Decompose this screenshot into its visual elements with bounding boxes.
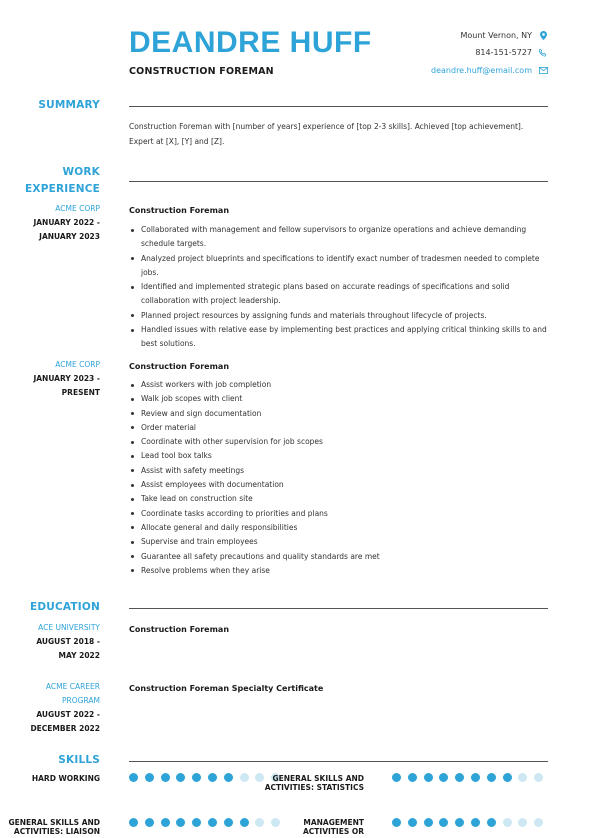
job-2-title: Construction Foreman <box>129 362 230 371</box>
rating-dot-filled <box>503 773 512 782</box>
rating-dot-filled <box>208 773 217 782</box>
experience-heading-line2: EXPERIENCE <box>25 183 100 195</box>
list-item: Collaborated with management and fellow supervisors to organize operations and achieve demanding schedule targets. <box>129 223 549 252</box>
list-item: Guarantee all safety precautions and quality standards are met <box>129 550 549 564</box>
skills-divider <box>129 761 548 762</box>
list-item: Review and sign documentation <box>129 407 549 421</box>
experience-divider <box>129 181 548 182</box>
job-1-date-end: JANUARY 2023 <box>39 232 100 241</box>
edu-1-org: ACE UNIVERSITY <box>38 623 100 632</box>
rating-dot-filled <box>176 818 185 827</box>
job-2-meta <box>33 358 100 400</box>
education-heading: EDUCATION <box>29 601 100 613</box>
rating-dot-filled <box>424 773 433 782</box>
list-item: Analyzed project blueprints and specifications to identify exact number of tradesmen needed to complete jobs. <box>129 252 549 281</box>
skill-2-rating <box>392 773 543 782</box>
summary-text: Construction Foreman with [number of years] experience of [top 2-3 skills]. Achieved [top achievement]. Expert at [X], [Y] and [Z]. <box>129 122 524 146</box>
rating-dot-filled <box>392 773 401 782</box>
list-item: Assist with safety meetings <box>129 464 549 478</box>
phone-text: 814-151-5727 <box>475 48 532 57</box>
rating-dot-filled <box>455 818 464 827</box>
rating-dot-empty <box>240 773 249 782</box>
rating-dot-empty <box>255 773 264 782</box>
rating-dot-filled <box>129 773 138 782</box>
rating-dot-filled <box>192 818 201 827</box>
rating-dot-filled <box>208 818 217 827</box>
rating-dot-filled <box>161 773 170 782</box>
location-pin-icon <box>538 31 548 40</box>
rating-dot-filled <box>192 773 201 782</box>
experience-heading <box>25 164 100 198</box>
job-1-org: ACME CORP <box>55 204 100 213</box>
edu-1-title: Construction Foreman <box>129 625 230 634</box>
job-2-date-start: JANUARY 2023 - <box>33 374 100 383</box>
edu-1-meta <box>36 621 100 663</box>
email-text[interactable]: deandre.huff@email.com <box>431 66 532 75</box>
list-item: Coordinate with other supervision for job scopes <box>129 435 549 449</box>
list-item: Order material <box>129 421 549 435</box>
rating-dot-empty <box>534 818 543 827</box>
skill-3-label <box>8 818 100 836</box>
skill-3-label-line2: ACTIVITIES: LIAISON <box>13 827 100 836</box>
list-item: Lead tool box talks <box>129 449 549 463</box>
rating-dot-filled <box>471 773 480 782</box>
rating-dot-filled <box>176 773 185 782</box>
summary-divider <box>129 106 548 107</box>
edu-1-date-start: AUGUST 2018 - <box>36 637 100 646</box>
list-item: Coordinate tasks according to priorities and plans <box>129 507 549 521</box>
skill-2-label-line2: ACTIVITIES: STATISTICS <box>264 783 364 792</box>
edu-2-date-end: DECEMBER 2022 <box>30 724 100 733</box>
rating-dot-filled <box>161 818 170 827</box>
summary-heading: SUMMARY <box>38 99 100 111</box>
skill-4-label-line1: MANAGEMENT <box>303 818 364 827</box>
envelope-icon <box>538 67 548 74</box>
candidate-role: CONSTRUCTION FOREMAN <box>129 66 274 77</box>
list-item: Identified and implemented strategic plans based on accurate readings of specifications and solid collaboration with project leadership. <box>129 280 549 309</box>
rating-dot-empty <box>518 818 527 827</box>
education-divider <box>129 608 548 609</box>
rating-dot-filled <box>455 773 464 782</box>
rating-dot-filled <box>408 773 417 782</box>
rating-dot-filled <box>224 818 233 827</box>
experience-heading-line1: WORK <box>62 166 100 178</box>
list-item: Handled issues with relative ease by implementing best practices and applying critical thinking skills to and best solutions. <box>129 323 549 352</box>
candidate-name: DEANDRE HUFF <box>129 26 372 59</box>
location-text: Mount Vernon, NY <box>460 31 532 40</box>
phone-icon <box>538 49 548 57</box>
rating-dot-filled <box>240 818 249 827</box>
list-item: Assist workers with job completion <box>129 378 549 392</box>
edu-1-date-end: MAY 2022 <box>58 651 100 660</box>
rating-dot-filled <box>424 818 433 827</box>
edu-2-date-start: AUGUST 2022 - <box>36 710 100 719</box>
list-item: Walk job scopes with client <box>129 392 549 406</box>
list-item: Resolve problems when they arise <box>129 564 549 578</box>
rating-dot-filled <box>439 818 448 827</box>
job-2-bullets <box>129 378 549 578</box>
rating-dot-empty <box>503 818 512 827</box>
edu-2-meta <box>30 680 100 736</box>
job-1-title: Construction Foreman <box>129 206 230 215</box>
skill-1-label <box>32 774 100 783</box>
skills-heading: SKILLS <box>58 754 100 766</box>
contact-location <box>460 31 548 40</box>
list-item: Allocate general and daily responsibilities <box>129 521 549 535</box>
skill-1-rating <box>129 773 280 782</box>
edu-2-org-line2: PROGRAM <box>62 696 100 705</box>
list-item: Assist employees with documentation <box>129 478 549 492</box>
rating-dot-filled <box>224 773 233 782</box>
list-item: Planned project resources by assigning funds and materials throughout lifecycle of projects. <box>129 309 549 323</box>
skill-2-label <box>265 774 364 792</box>
rating-dot-empty <box>255 818 264 827</box>
job-1-bullets <box>129 223 549 352</box>
rating-dot-filled <box>487 773 496 782</box>
rating-dot-filled <box>129 818 138 827</box>
edu-2-title: Construction Foreman Specialty Certificate <box>129 684 324 693</box>
skill-2-label-line1: GENERAL SKILLS AND <box>272 774 364 783</box>
skill-1-label-line1: HARD WORKING <box>31 774 100 783</box>
rating-dot-empty <box>271 818 280 827</box>
rating-dot-empty <box>518 773 527 782</box>
rating-dot-empty <box>534 773 543 782</box>
contact-email[interactable] <box>431 66 548 75</box>
job-1-date-start: JANUARY 2022 - <box>33 218 100 227</box>
skill-3-label-line1: GENERAL SKILLS AND <box>8 818 100 827</box>
rating-dot-filled <box>471 818 480 827</box>
job-2-date-end: PRESENT <box>61 388 100 397</box>
rating-dot-filled <box>392 818 401 827</box>
list-item: Take lead on construction site <box>129 492 549 506</box>
edu-2-org-line1: ACME CAREER <box>45 682 100 691</box>
rating-dot-filled <box>439 773 448 782</box>
rating-dot-filled <box>487 818 496 827</box>
job-2-org: ACME CORP <box>55 360 100 369</box>
skill-4-label <box>303 818 364 836</box>
rating-dot-filled <box>408 818 417 827</box>
skill-4-label-line2: ACTIVITIES OR <box>302 827 364 836</box>
rating-dot-filled <box>145 773 154 782</box>
skill-4-rating <box>392 818 543 827</box>
skill-3-rating <box>129 818 280 827</box>
job-1-meta <box>33 202 100 244</box>
contact-phone <box>475 48 548 57</box>
rating-dot-filled <box>145 818 154 827</box>
list-item: Supervise and train employees <box>129 535 549 549</box>
